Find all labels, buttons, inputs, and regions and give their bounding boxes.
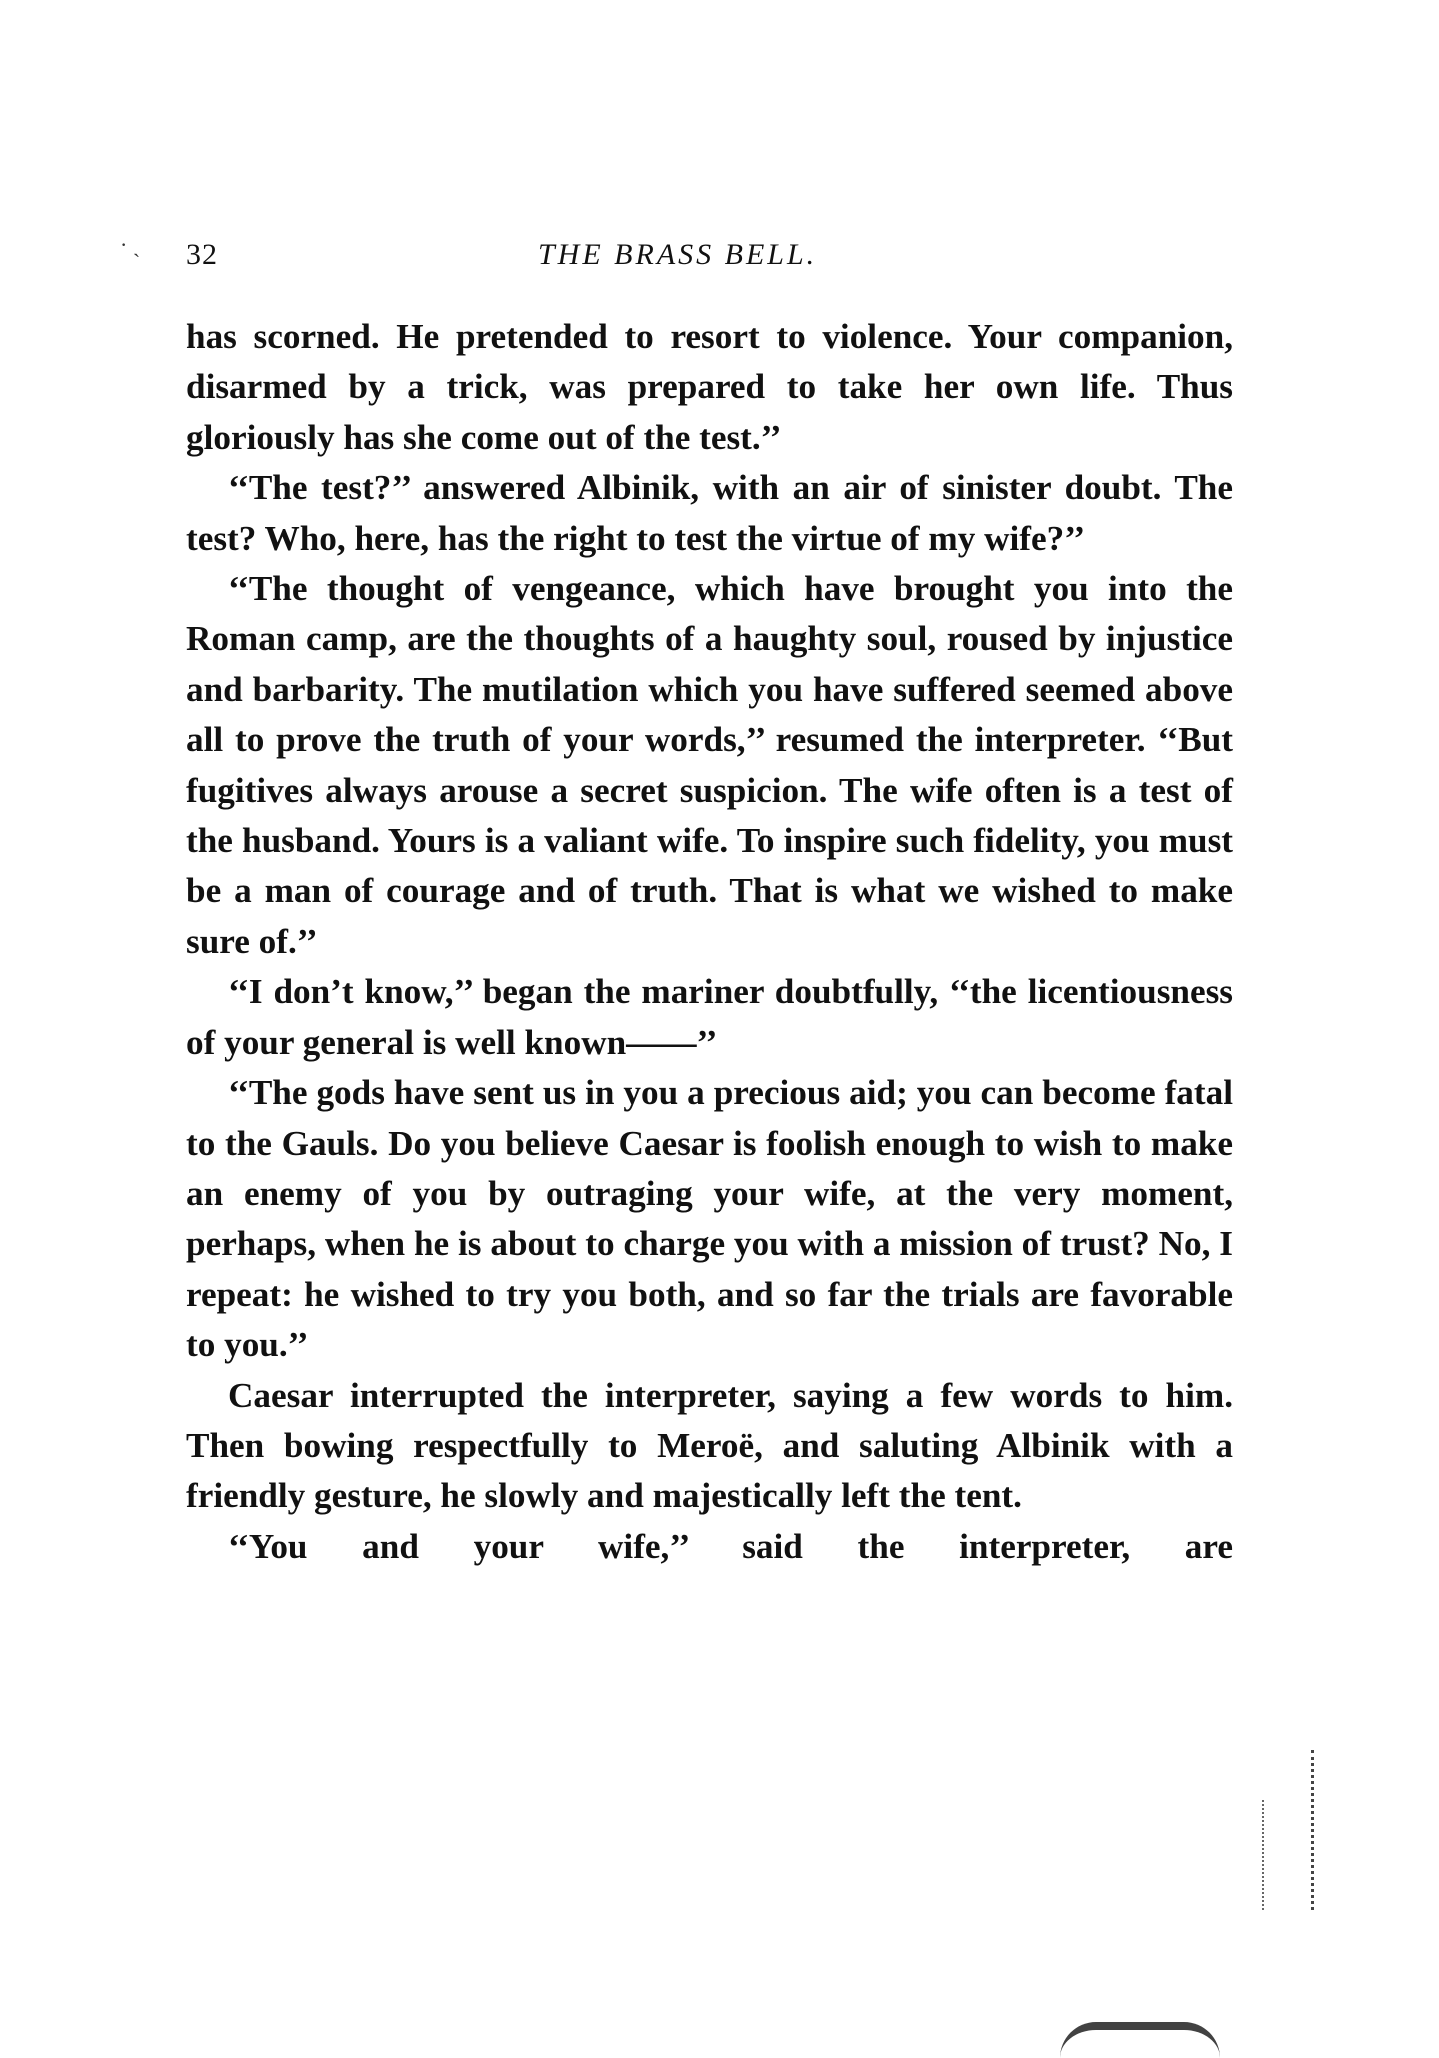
margin-dots-decoration: [1258, 1800, 1264, 1910]
page-header: [186, 238, 1236, 288]
paragraph: ‘‘The test?’’ answered Albinik, with an air of sinister doubt. The test? Who, here, has the right to test the virtue of my wife?’’: [186, 468, 1233, 558]
paragraph: Caesar interrupted the interpreter, saying a few words to him. Then bowing respectfully to Meroë, and saluting Albinik with a friendly gesture, he slowly and majestically left the tent.: [186, 1375, 1233, 1516]
paragraph: ‘‘The thought of vengeance, which have brought you into the Roman camp, are the thoughts of a haughty soul, roused by injustice and barbarity. The mutilation which you have suffered seemed above all to prove the truth of your words,’’ resumed the interpreter. ‘‘But fugitives always arouse a secret suspicion. The wife often is a test of the husband. Yours is a valiant wife. To inspire such fidelity, you must be a man of courage and of truth. That is what we wished to make sure of.’’: [186, 569, 1233, 961]
margin-speck: · ˏ: [120, 232, 141, 257]
paragraph: has scorned. He pretended to resort to violence. Your companion, disarmed by a trick, was prepared to take her own life. Thus gloriously has she come out of the test.’’: [186, 317, 1233, 457]
running-title: THE BRASS BELL.: [538, 238, 818, 271]
margin-dots-decoration: [1305, 1750, 1314, 1910]
cropped-text-fragment: [1060, 2022, 1220, 2058]
paragraph: ‘‘The gods have sent us in you a precious aid; you can become fatal to the Gauls. Do you believe Caesar is foolish enough to wish to make an enemy of you by outraging your wife, at the very moment, perhaps, when he is about to charge you with a mission of trust? No, I repeat: he wished to try you both, and so far the trials are favorable to you.’’: [186, 1073, 1233, 1365]
paragraph: ‘‘I don’t know,’’ began the mariner doubtfully, ‘‘the licentiousness of your general is well known——’’: [186, 972, 1233, 1062]
page-number: 32: [186, 238, 218, 271]
body-text: [186, 312, 1233, 1572]
paragraph-last-line: ‘‘You and your wife,’’ said the interpreter, are: [228, 1526, 1233, 1566]
